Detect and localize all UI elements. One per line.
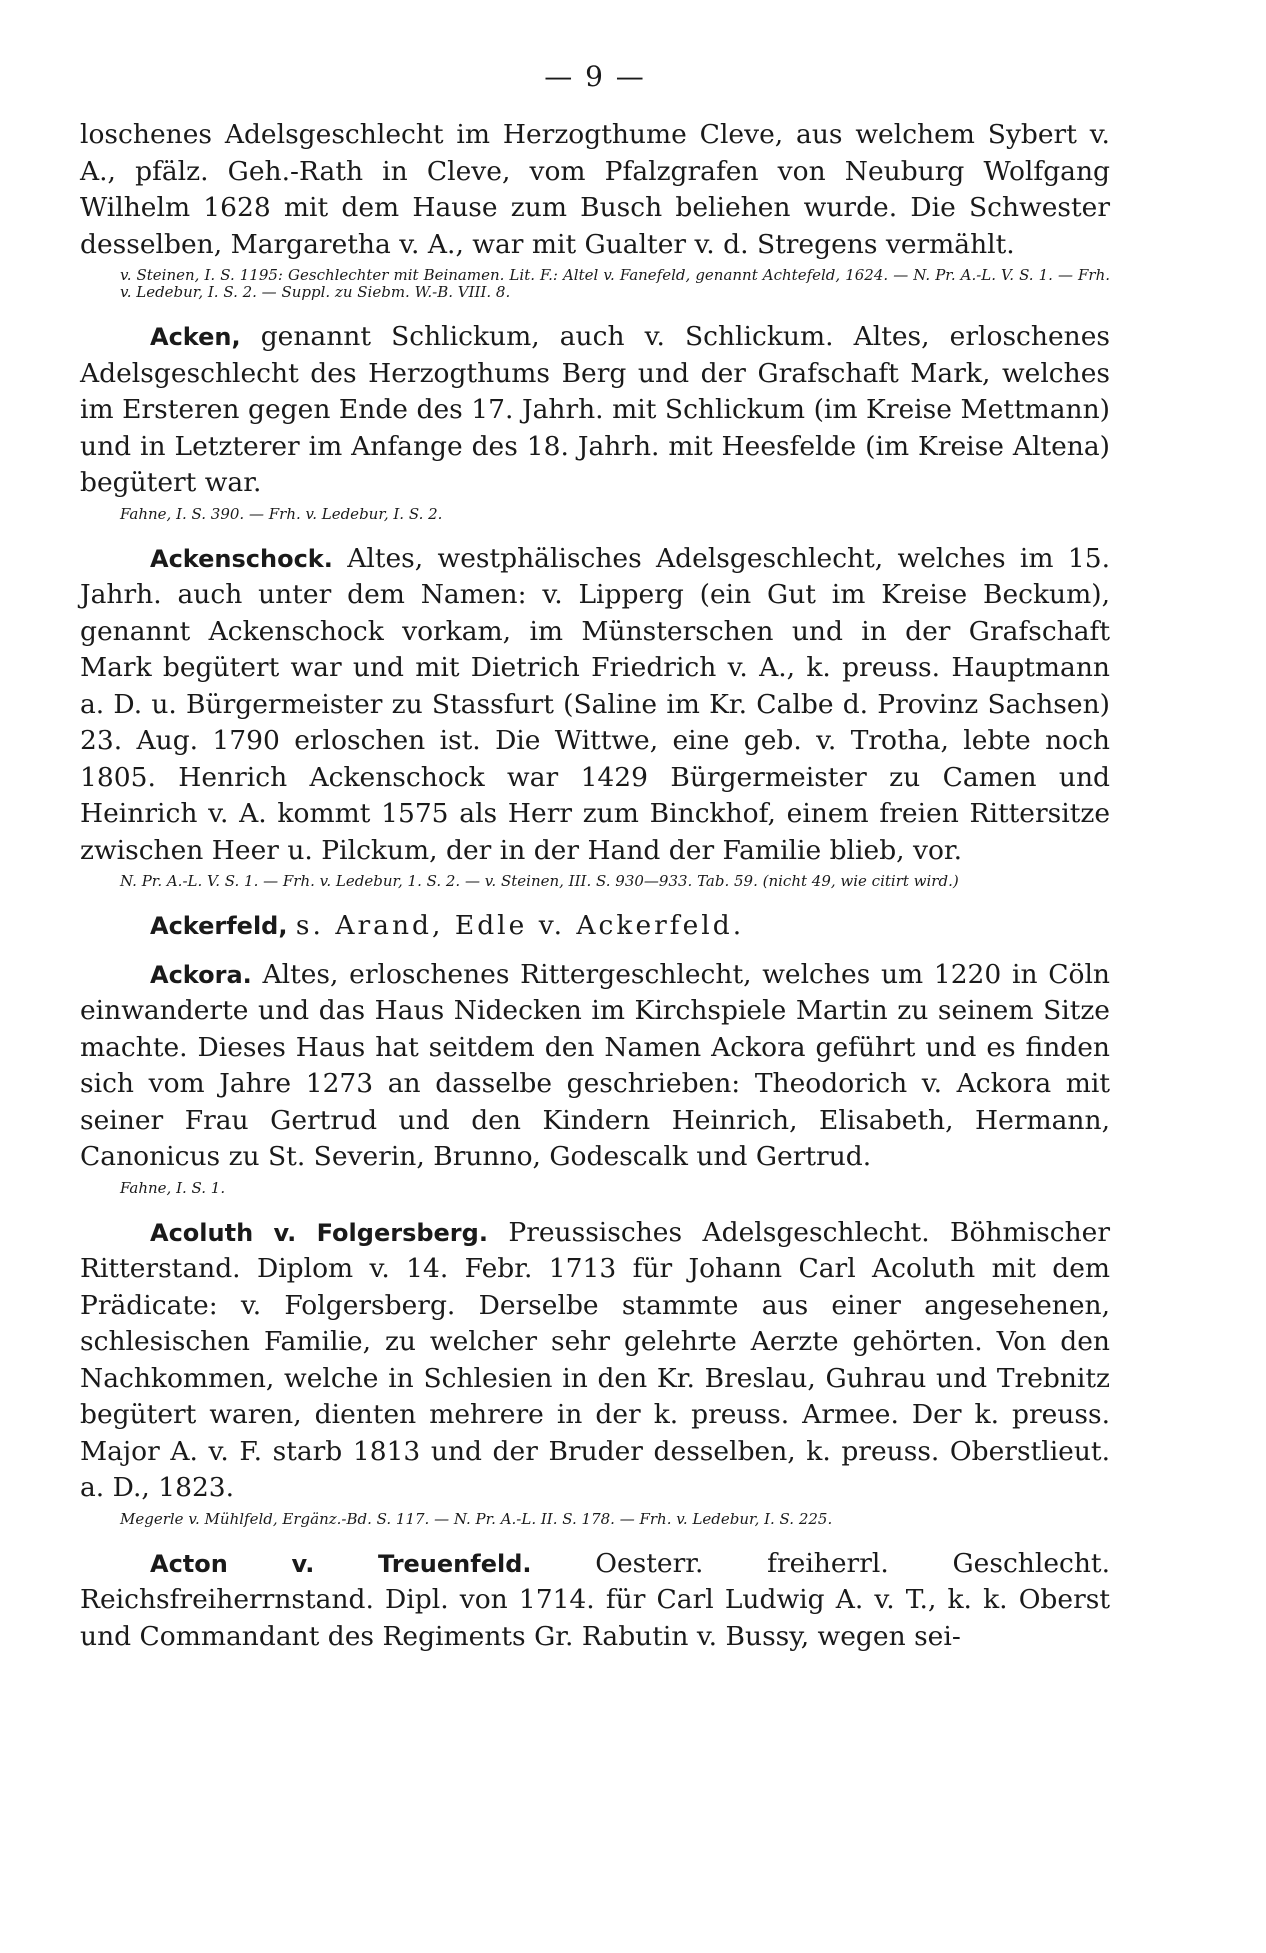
entry-text: Oesterr. freiherrl. Geschlecht. Reichsfreiherrnstand. Dipl. von 1714. für Carl Ludwig A. v. T., k. k. Oberst und Commandant des Regiments Gr. Rabutin v. Bussy, wegen sei-	[80, 1547, 1111, 1652]
entry-head: Ackenschock.	[150, 544, 333, 573]
entry-head: Ackora.	[150, 960, 252, 989]
entry-head: Acoluth v. Folgersberg.	[150, 1218, 488, 1247]
entry-head: Ackerfeld,	[150, 912, 288, 940]
entry-ackenschock	[80, 541, 1110, 870]
entry-text: genannt Schlickum, auch v. Schlickum. Altes, erloschenes Adelsgeschlecht des Herzogthums Berg und der Grafschaft Mark, welches im Ersteren gegen Ende des 17. Jahrh. mit Schlickum (im Kreise Mettmann) und in Letzterer im Anfange des 18. Jahrh. mit Heesfelde (im Kreise Altena) begütert war.	[80, 321, 1110, 498]
entry-text: s. Arand, Edle v. Ackerfeld.	[295, 910, 745, 941]
entry-text: loschenes Adelsgeschlecht im Herzogthume Cleve, aus welchem Sybert v. A., pfälz. Geh.-Rath in Cleve, vom Pfalzgrafen von Neuburg Wolfgang Wilhelm 1628 mit dem Hause zum Busch beliehen wurde. Die Schwester desselben, Margaretha v. A., war mit Gualter v. d. Stregens vermählt.	[80, 119, 1110, 260]
entry-ackora	[80, 957, 1110, 1176]
page	[80, 60, 1110, 1655]
entry-text: Altes, erloschenes Rittergeschlecht, welches um 1220 in Cöln einwanderte und das Haus Nidecken im Kirchspiele Martin zu seinem Sitze machte. Dieses Haus hat seitdem den Namen Ackora geführt und es finden sich vom Jahre 1273 an dasselbe geschrieben: Theodorich v. Ackora mit seiner Frau Gertrud und den Kindern Heinrich, Elisabeth, Hermann, Canonicus zu St. Severin, Brunno, Godescalk und Gertrud.	[80, 958, 1110, 1172]
entry-text: Altes, westphälisches Adelsgeschlecht, welches im 15. Jahrh. auch unter dem Namen: v. Lipperg (ein Gut im Kreise Beckum), genannt Ackenschock vorkam, im Münsterschen und in der Grafschaft Mark begütert war und mit Dietrich Friedrich v. A., k. preuss. Hauptmann a. D. u. Bürgermeister zu Stassfurt (Saline im Kr. Calbe d. Provinz Sachsen) 23. Aug. 1790 erloschen ist. Die Wittwe, eine geb. v. Trotha, lebte noch 1805. Henrich Ackenschock war 1429 Bürgermeister zu Camen und Heinrich v. A. kommt 1575 als Herr zum Binckhof, einem freien Rittersitze zwischen Heer u. Pilckum, der in der Hand der Familie blieb, vor.	[80, 542, 1110, 866]
entry-source: Megerle v. Mühlfeld, Ergänz.-Bd. S. 117. — N. Pr. A.-L. II. S. 178. — Frh. v. Ledebur, I. S. 225.	[120, 1509, 833, 1528]
entry-acken	[80, 319, 1110, 502]
entry-acton	[80, 1546, 1110, 1656]
entry-head: Acton v. Treuenfeld.	[150, 1549, 532, 1578]
entry-source: N. Pr. A.-L. V. S. 1. — Frh. v. Ledebur, 1. S. 2. — v. Steinen, III. S. 930—933. Tab. 59. (nicht 49, wie citirt wird.)	[120, 872, 959, 890]
entry-continuation	[80, 117, 1110, 263]
entry-source: Fahne, I. S. 1.	[120, 1178, 226, 1197]
entry-text: Preussisches Adelsgeschlecht. Böhmischer Ritterstand. Diplom v. 14. Febr. 1713 für Johann Carl Acoluth mit dem Prädicate: v. Folgersberg. Derselbe stammte aus einer angesehenen, schlesischen Familie, zu welcher sehr gelehrte Aerzte gehörten. Von den Nachkommen, welche in Schlesien in den Kr. Breslau, Guhrau und Trebnitz begütert waren, dienten mehrere in der k. preuss. Armee. Der k. preuss. Major A. v. F. starb 1813 und der Bruder desselben, k. preuss. Oberstlieut. a. D., 1823.	[80, 1216, 1110, 1503]
entry-ackerfeld	[80, 908, 1110, 945]
entry-source: Fahne, I. S. 390. — Frh. v. Ledebur, I. S. 2.	[120, 504, 443, 523]
entry-head: Acken,	[150, 323, 241, 351]
page-number: — 9 —	[544, 60, 646, 93]
entry-source: v. Steinen, I. S. 1195: Geschlechter mit Beinamen. Lit. F.: Altel v. Fanefeld, genannt Achtefeld, 1624. — N. Pr. A.-L. V. S. 1. — Frh. v. Ledebur, I. S. 2. — Suppl. zu Siebm. W.-B. VIII. 8.	[120, 266, 1110, 301]
entry-acoluth	[80, 1215, 1110, 1507]
